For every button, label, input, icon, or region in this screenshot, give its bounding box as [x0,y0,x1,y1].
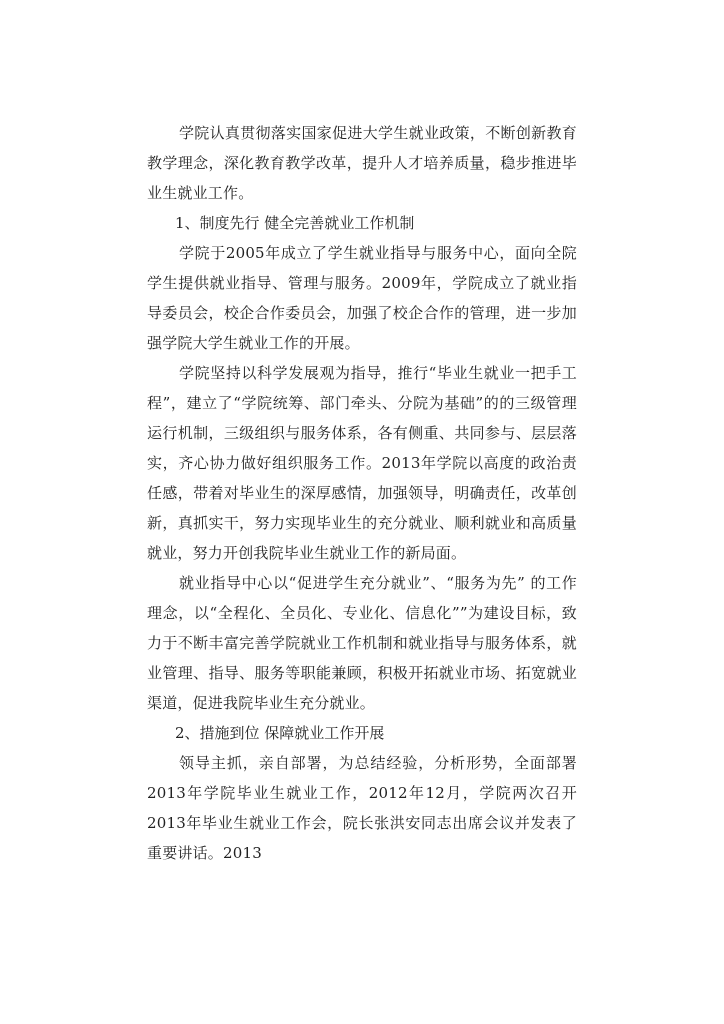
body-paragraph: 就业指导中心以“促进学生充分就业”、“服务为先” 的工作理念，以“全程化、全员化、专业化、信息化””为建设目标，致力于不断丰富完善学院就业工作机制和就业指导与服务体系，就业管理、指导、服务等职能兼顾，积极开拓就业市场、拓宽就业渠道，促进我院毕业生充分就业。 [147,574,577,712]
body-paragraph: 学院于2005年成立了学生就业指导与服务中心，面向全院学生提供就业指导、管理与服务。2009年，学院成立了就业指导委员会，校企合作委员会，加强了校企合作的管理，进一步加强学院大学生就业工作的开展。 [147,244,577,352]
intro-paragraph: 学院认真贯彻落实国家促进大学生就业政策，不断创新教育教学理念，深化教育教学改革，提升人才培养质量，稳步推进毕业生就业工作。 [147,124,577,202]
section-heading-1: 1、制度先行 健全完善就业工作机制 [175,214,415,232]
body-paragraph: 学院坚持以科学发展观为指导，推行“毕业生就业一把手工程”，建立了“学院统筹、部门牵头、分院为基础”的的三级管理运行机制，三级组织与服务体系，各有侧重、共同参与、层层落实，齐心协力做好组织服务工作。2013年学院以高度的政治责任感，带着对毕业生的深厚感情，加强领导，明确责任，改革创新，真抓实干，努力实现毕业生的充分就业、顺利就业和高质量就业，努力开创我院毕业生就业工作的新局面。 [147,364,577,562]
body-paragraph: 领导主抓，亲自部署，为总结经验，分析形势，全面部署2013年学院毕业生就业工作，2012年12月，学院两次召开2013年毕业生就业工作会，院长张洪安同志出席会议并发表了重要讲话。2013 [147,754,577,862]
section-heading-2: 2、措施到位 保障就业工作开展 [175,724,385,742]
document-body [147,118,577,868]
